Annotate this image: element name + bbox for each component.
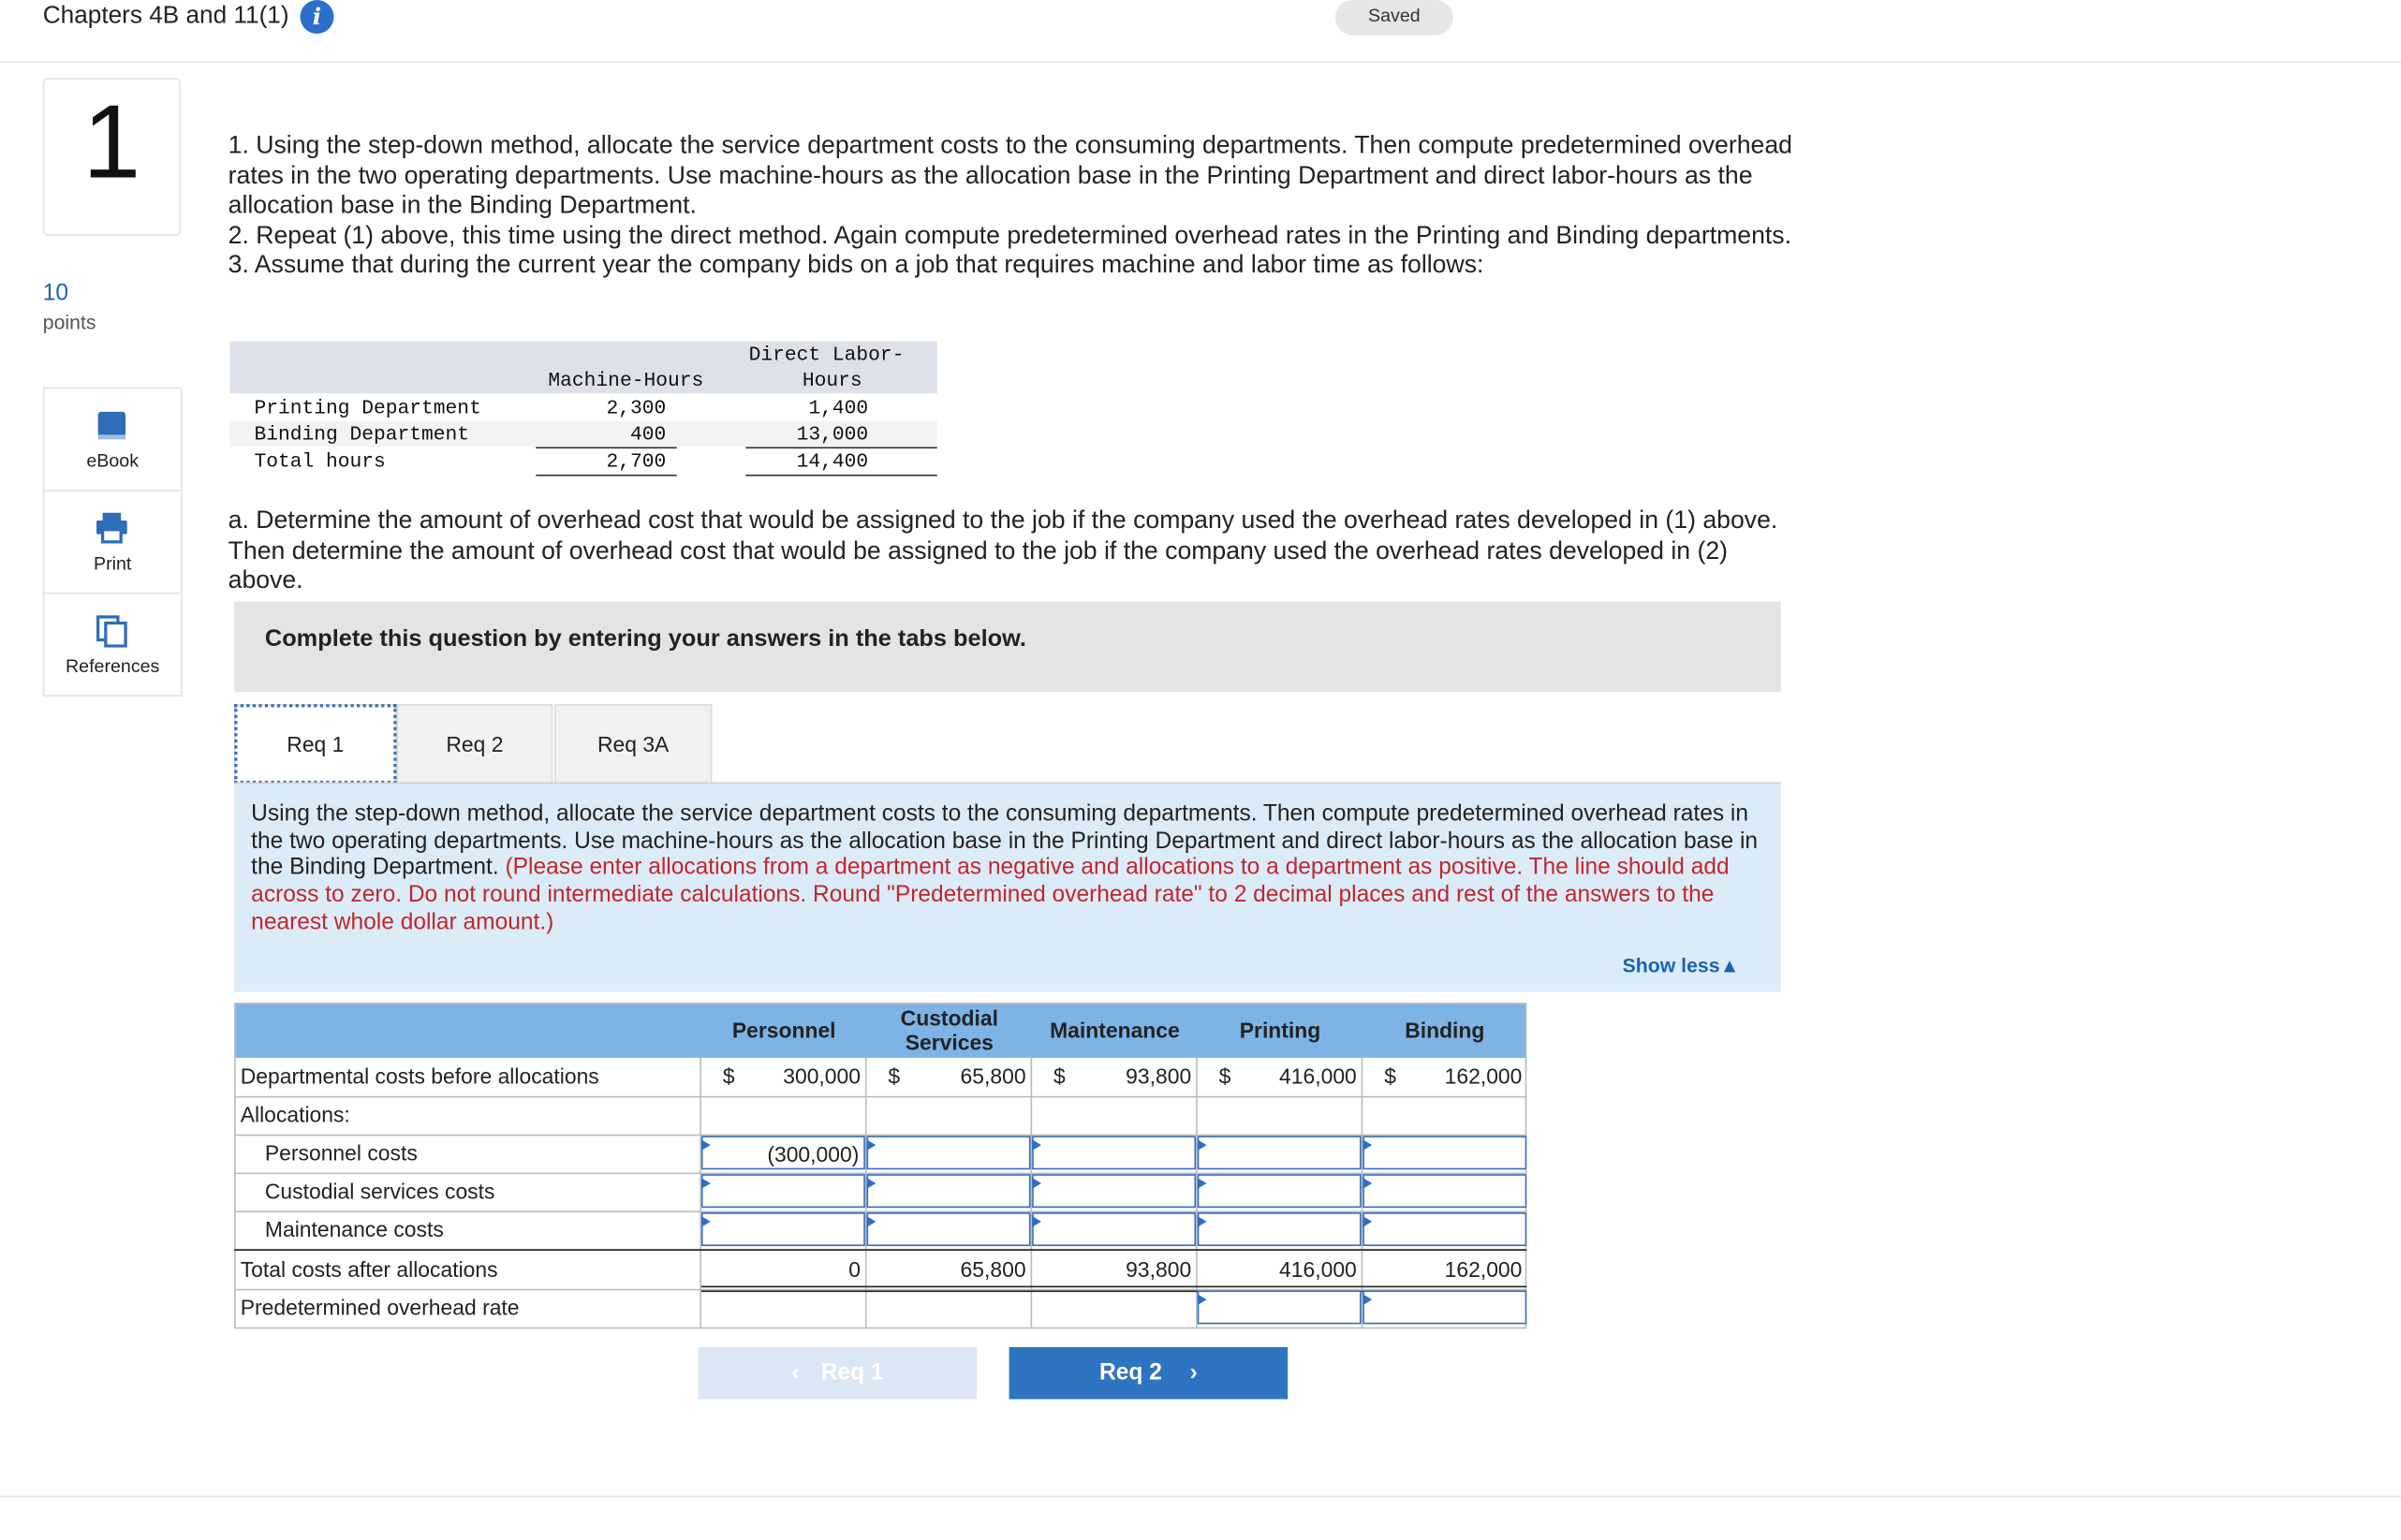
question-part-2: 2. Repeat (1) above, this time using the direct method. Again compute predetermined overhead rates in the Printing and Binding departments. [228,221,1792,249]
question-text [228,132,1805,281]
cell-value: 93,800 [1126,1063,1192,1089]
print-button[interactable] [44,490,181,593]
points-label: points [42,310,96,334]
cell-value: 65,800 [960,1256,1026,1282]
col-printing: Printing [1239,1018,1321,1043]
table-row [234,1135,1526,1175]
row-label: Custodial services costs [264,1179,495,1204]
input-custodial-binding[interactable] [1363,1174,1526,1208]
cell [867,1251,1031,1289]
assignment-title: Chapters 4B and 11(1) [42,3,289,30]
cell [1363,1251,1526,1289]
prev-req-label: Req 1 [820,1359,884,1386]
row-label: Personnel costs [264,1140,418,1166]
job-hours-table [229,342,936,478]
question-number-box [43,78,181,235]
info-icon[interactable]: i [300,0,333,34]
input-custodial-custodial[interactable] [867,1174,1031,1208]
row-label: Total costs after allocations [240,1256,498,1282]
cell-value: 0 [848,1256,861,1282]
total-rule [536,475,676,477]
input-personnel-binding[interactable] [1363,1136,1526,1169]
ebook-label: eBook [86,449,140,472]
chevron-left-icon: ‹ [791,1359,800,1386]
instruction-main: Using the step-down method, allocate the service department costs to the consuming departments. Then compute predetermined overhead rates in the two operating departments. Use machine-hours as the allocation base in the Printing Department and direct labor-hours as the allocation base in the Binding Department. [251,800,1759,881]
input-personnel-custodial[interactable] [867,1136,1031,1169]
question-number: 1 [82,83,141,201]
job-table-col2-header-line2: Hours [802,369,862,392]
input-personnel-maintenance[interactable] [1032,1136,1196,1169]
book-icon [95,409,128,443]
cell-value: 93,800 [1126,1256,1192,1282]
dollar-sign: $ [1218,1063,1231,1089]
chevron-right-icon: › [1189,1359,1198,1386]
job-row-dlh: 14,400 [796,449,869,474]
saved-status-badge: Saved [1335,0,1453,36]
cell-value: 65,800 [960,1063,1026,1089]
table-row [234,1289,1526,1327]
cell [1198,1058,1362,1096]
top-bar [0,0,2401,63]
references-button[interactable] [44,593,181,696]
col-binding: Binding [1405,1018,1485,1043]
input-rate-printing[interactable] [1198,1290,1362,1324]
cell [701,1058,865,1096]
job-row-mh: 400 [630,422,667,446]
cell-value: 162,000 [1444,1256,1523,1282]
job-table-row [229,395,936,421]
prev-req-button[interactable] [699,1347,978,1400]
job-table-col1-header: Machine-Hours [548,369,704,392]
input-rate-binding[interactable] [1363,1290,1526,1324]
tab-instructions [234,784,1781,991]
cell [1032,1058,1196,1096]
cell [1198,1251,1362,1289]
dollar-sign: $ [888,1063,901,1089]
tab-req-1[interactable]: Req 1 [234,704,396,784]
row-label: Departmental costs before allocations [240,1063,599,1089]
input-personnel-printing[interactable] [1198,1136,1362,1169]
dollar-sign: $ [1053,1063,1066,1089]
col-personnel: Personnel [731,1018,836,1043]
cell-value: 300,000 [783,1063,861,1089]
cell-value: 416,000 [1279,1063,1357,1089]
instruction-banner [234,602,1781,692]
copy-icon [95,614,128,648]
input-maintenance-printing[interactable] [1198,1212,1362,1246]
job-table-row [229,448,936,475]
tab-req-3a[interactable]: Req 3A [554,704,712,784]
table-row [234,1173,1526,1213]
input-personnel-personnel[interactable] [701,1136,865,1169]
cell-value: 162,000 [1444,1063,1523,1089]
show-less-link[interactable]: Show less▲ [1622,953,1740,977]
table-row [234,1096,1526,1137]
cell-value: 416,000 [1279,1256,1357,1282]
next-req-label: Req 2 [1099,1359,1162,1386]
job-table-col2-header-line1: Direct Labor- [748,343,905,366]
instruction-text [251,800,1767,936]
job-row-dlh: 13,000 [796,422,869,446]
tool-panel [43,388,183,697]
col-maintenance: Maintenance [1050,1018,1180,1043]
input-maintenance-personnel[interactable] [701,1212,865,1246]
input-custodial-maintenance[interactable] [1032,1174,1196,1208]
input-maintenance-custodial[interactable] [867,1212,1031,1246]
input-custodial-personnel[interactable] [701,1174,865,1208]
input-custodial-printing[interactable] [1198,1174,1362,1208]
tab-req-2[interactable]: Req 2 [397,704,553,784]
job-row-label: Binding Department [254,422,470,446]
row-label: Maintenance costs [264,1216,444,1242]
sub-question-a: a. Determine the amount of overhead cost that would be assigned to the job if the company used the overhead rates developed in (1) above. Then determine the amount of overhead cost that would be assigned to the job if the company used the overhead rates developed in (2) above. [228,506,1778,594]
points-value: 10 [42,280,69,307]
job-row-mh: 2,300 [606,396,667,420]
col-custodial: Custodial Services [900,1005,998,1055]
dollar-sign: $ [722,1063,735,1089]
cell [1363,1058,1526,1096]
bottom-divider [0,1496,2401,1498]
dollar-sign: $ [1384,1063,1396,1089]
instruction-red: (Please enter allocations from a department as negative and allocations to a department as positive. The line should add across to zero. Do not round intermediate calculations. Round "Predetermined overhead rate" to 2 decimal places and rest of the answers to the nearest whole dollar amount.) [251,855,1730,935]
question-part-3: 3. Assume that during the current year the company bids on a job that requires machine and labor time as follows: [228,251,1484,279]
total-rule [745,475,936,477]
job-row-dlh: 1,400 [808,396,869,420]
table-row [234,1210,1526,1251]
answer-table [234,1003,1526,1330]
references-label: References [66,654,160,677]
table-row [234,1058,1526,1098]
print-label: Print [94,552,132,575]
job-row-label: Printing Department [254,396,481,420]
printer-icon [95,511,128,545]
input-maintenance-binding[interactable] [1363,1212,1526,1246]
job-table-row [229,421,936,447]
row-label: Predetermined overhead rate [240,1295,520,1320]
table-row [234,1249,1526,1290]
row-label: Allocations: [240,1102,350,1127]
cell [1032,1251,1196,1289]
next-req-button[interactable] [1009,1347,1289,1400]
job-row-label: Total hours [254,449,386,474]
cell [701,1251,865,1289]
input-maintenance-maintenance[interactable] [1032,1212,1196,1246]
input-value: (300,000) [767,1141,860,1167]
ebook-button[interactable] [44,389,181,490]
cell [867,1058,1031,1096]
question-part-1: 1. Using the step-down method, allocate the service department costs to the consuming departments. Then compute predetermined overhead rates in the two operating departments. Use machine-hours as the allocation base in the Printing Department and direct labor-hours as the allocation base in the Binding Department. [228,131,1792,219]
job-row-mh: 2,700 [606,449,667,474]
banner-text: Complete this question by entering your answers in the tabs below. [264,625,1026,653]
